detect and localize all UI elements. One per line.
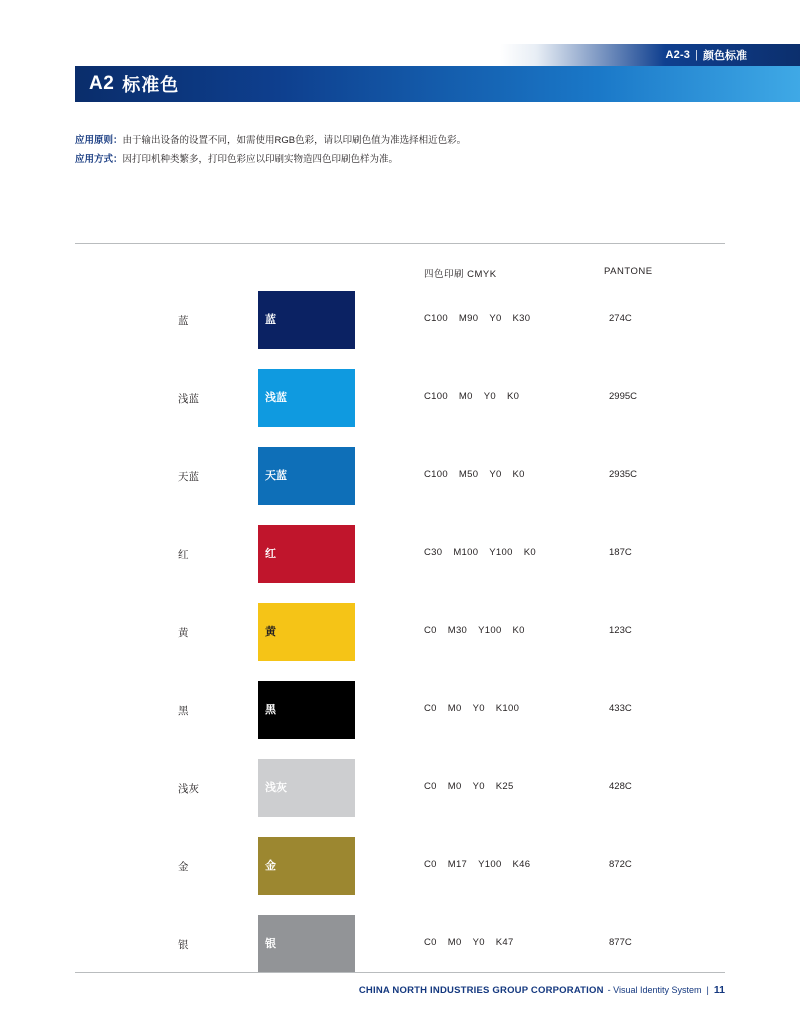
color-name: 黑 [178, 705, 189, 717]
pantone-value: 2935C [609, 469, 637, 480]
color-name: 黄 [178, 627, 189, 639]
color-name: 浅蓝 [178, 393, 199, 405]
swatch-label: 天蓝 [265, 470, 287, 482]
swatch-label: 浅蓝 [265, 392, 287, 404]
color-swatch [258, 447, 355, 505]
pantone-value: 433C [609, 703, 632, 714]
section-banner [75, 66, 800, 102]
table-row [0, 447, 800, 525]
footer-company: CHINA NORTH INDUSTRIES GROUP CORPORATION [358, 984, 604, 996]
pantone-value: 2995C [609, 391, 637, 402]
cmyk-value: C30 M100 Y100 K0 [424, 547, 536, 558]
note-label: 应用原则： [75, 135, 123, 146]
table-row [0, 759, 800, 837]
pantone-value: 428C [609, 781, 632, 792]
table-row [0, 837, 800, 915]
cmyk-value: C0 M17 Y100 K46 [424, 859, 531, 870]
color-swatch [258, 603, 355, 661]
column-header-cmyk: 四色印刷 CMYK [424, 269, 497, 280]
header-section-code: A2-3 [665, 49, 691, 61]
header-section-title: 颜色标准 [703, 50, 747, 62]
swatch-label: 银 [265, 938, 276, 950]
color-swatch [258, 681, 355, 739]
table-row [0, 603, 800, 681]
color-swatch [258, 291, 355, 349]
note-line [75, 150, 695, 169]
banner-title: 标准色 [122, 75, 180, 95]
cmyk-value: C0 M0 Y0 K100 [424, 703, 520, 714]
pantone-value: 872C [609, 859, 632, 870]
table-row [0, 681, 800, 759]
color-swatch [258, 525, 355, 583]
cmyk-value: C0 M0 Y0 K25 [424, 781, 514, 792]
table-row [0, 291, 800, 369]
color-name: 天蓝 [178, 471, 199, 483]
note-line [75, 131, 695, 150]
swatch-label: 黑 [265, 704, 276, 716]
color-swatch [258, 369, 355, 427]
note-label: 应用方式： [75, 154, 123, 165]
note-text: 由于输出设备的设置不同，如需使用RGB色彩，请以印刷色值为准选择相近色彩。 [122, 135, 467, 146]
cmyk-value: C0 M30 Y100 K0 [424, 625, 525, 636]
swatch-label: 黄 [265, 626, 276, 638]
swatch-label: 蓝 [265, 314, 276, 326]
footer-separator: | [706, 985, 709, 995]
cmyk-value: C100 M50 Y0 K0 [424, 469, 525, 480]
pantone-value: 877C [609, 937, 632, 948]
color-name: 浅灰 [178, 783, 199, 795]
pantone-value: 187C [609, 547, 632, 558]
footer-page-number: 11 [713, 984, 725, 996]
page-header-tab [500, 44, 800, 66]
color-table [0, 291, 800, 993]
cmyk-value: C100 M0 Y0 K0 [424, 391, 520, 402]
pantone-value: 274C [609, 313, 632, 324]
header-separator: | [695, 49, 698, 61]
table-top-divider [75, 243, 725, 244]
color-name: 金 [178, 861, 189, 873]
color-swatch [258, 759, 355, 817]
cmyk-value: C100 M90 Y0 K30 [424, 313, 531, 324]
pantone-value: 123C [609, 625, 632, 636]
table-row [0, 369, 800, 447]
swatch-label: 红 [265, 548, 276, 560]
swatch-label: 浅灰 [265, 782, 287, 794]
table-bottom-divider [75, 972, 725, 973]
note-text: 因打印机种类繁多，打印色彩应以印刷实物造四色印刷色样为准。 [122, 154, 399, 165]
table-row [0, 525, 800, 603]
color-name: 红 [178, 549, 189, 561]
color-swatch [258, 837, 355, 895]
color-name: 银 [178, 939, 189, 951]
color-swatch [258, 915, 355, 973]
footer-subtitle: - Visual Identity System [607, 985, 702, 995]
banner-code: A2 [89, 73, 115, 94]
usage-notes [75, 131, 695, 169]
page-footer [0, 978, 800, 1002]
color-name: 蓝 [178, 315, 189, 327]
cmyk-value: C0 M0 Y0 K47 [424, 937, 514, 948]
swatch-label: 金 [265, 860, 276, 872]
column-header-pantone: PANTONE [604, 266, 653, 277]
